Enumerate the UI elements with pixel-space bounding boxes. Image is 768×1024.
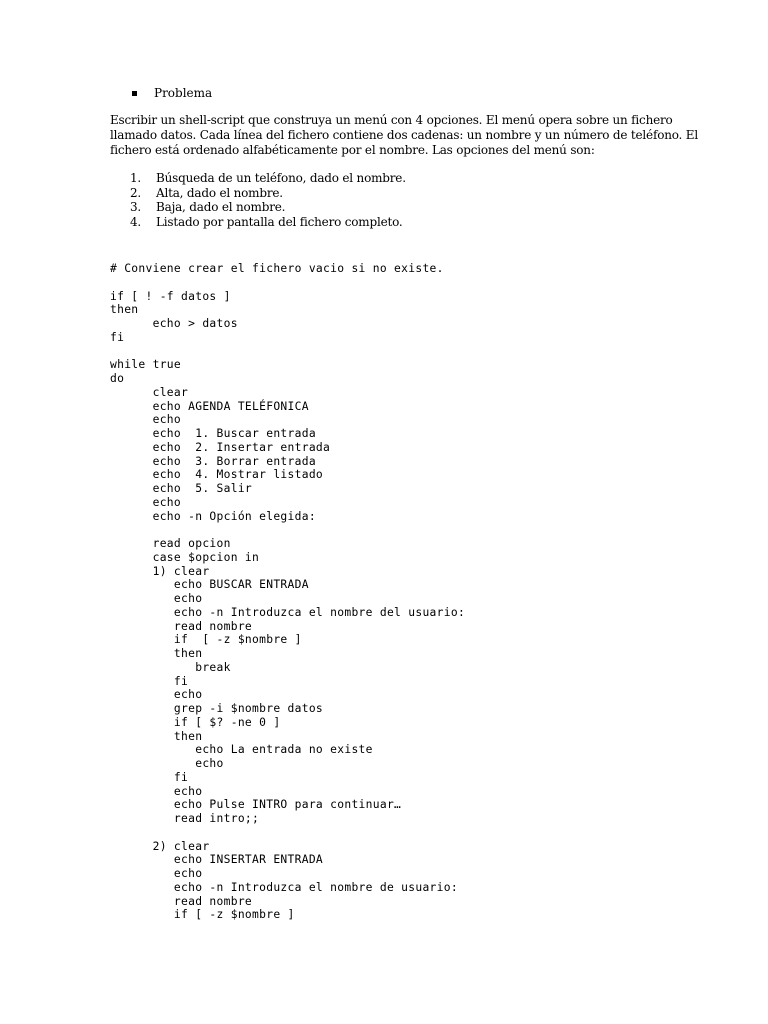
code-line: 1) clear xyxy=(110,564,210,578)
code-line: then xyxy=(110,647,203,660)
code-line: echo -n Introduzca el nombre de usuario: xyxy=(110,880,458,894)
list-item-text: Listado por pantalla del fichero completo. xyxy=(156,214,403,229)
list-item-number: 1. xyxy=(130,171,142,185)
code-line xyxy=(110,276,465,290)
menu-options-list xyxy=(130,171,406,229)
code-line: 2) clear xyxy=(110,839,210,853)
code-line: case $opcion in xyxy=(110,550,260,564)
code-line: # Conviene crear el fichero vacio si no existe. xyxy=(110,262,444,275)
code-line xyxy=(110,523,465,537)
code-line: echo 3. Borrar entrada xyxy=(110,454,316,468)
code-line xyxy=(110,345,465,359)
code-line: echo La entrada no existe xyxy=(110,743,373,757)
code-line: grep -i $nombre datos xyxy=(110,702,324,715)
list-item-number: 2. xyxy=(130,185,142,200)
code-line: while true xyxy=(110,358,182,372)
code-line: echo -n Opción elegida: xyxy=(110,509,316,523)
code-line: clear xyxy=(110,385,189,399)
list-item-number: 3. xyxy=(130,200,142,214)
code-line: echo xyxy=(110,784,203,798)
code-line: fi xyxy=(110,330,125,344)
list-item xyxy=(130,186,406,201)
list-item xyxy=(130,171,406,186)
code-line: fi xyxy=(110,674,189,688)
code-line: echo Pulse INTRO para continuar… xyxy=(110,798,402,812)
list-item xyxy=(130,200,406,215)
code-line: echo 4. Mostrar listado xyxy=(110,468,324,482)
list-item-number: 4. xyxy=(130,214,142,229)
intro-line: llamado datos. Cada línea del fichero contiene dos cadenas: un nombre y un número de teléfono. El xyxy=(110,128,698,142)
list-item-text: Alta, dado el nombre. xyxy=(156,185,283,200)
intro-line: Escribir un shell-script que construya un menú con 4 opciones. El menú opera sobre un fichero xyxy=(110,113,673,127)
code-line: read opcion xyxy=(110,537,231,550)
code-line: break xyxy=(110,660,231,674)
code-line xyxy=(110,826,465,840)
code-line: if [ -z $nombre ] xyxy=(110,633,302,647)
code-line: echo AGENDA TELÉFONICA xyxy=(110,399,309,413)
heading-text: Problema xyxy=(154,86,213,100)
code-line: echo -n Introduzca el nombre del usuario: xyxy=(110,605,466,619)
code-line: echo 5. Salir xyxy=(110,482,253,495)
code-line: then xyxy=(110,303,139,317)
code-line: echo xyxy=(110,592,203,605)
list-item-text: Búsqueda de un teléfono, dado el nombre. xyxy=(156,171,406,185)
code-line: read nombre xyxy=(110,619,253,633)
intro-line: fichero está ordenado alfabéticamente por el nombre. Las opciones del menú son: xyxy=(110,143,595,157)
code-line: echo xyxy=(110,867,203,880)
code-line: echo xyxy=(110,757,224,770)
square-bullet-icon xyxy=(132,91,137,96)
section-heading xyxy=(132,85,212,101)
code-line: read nombre xyxy=(110,894,253,908)
code-line: then xyxy=(110,729,203,743)
code-line: echo xyxy=(110,688,203,702)
list-item-text: Baja, dado el nombre. xyxy=(156,200,286,214)
code-line: echo BUSCAR ENTRADA xyxy=(110,578,309,592)
code-line: if [ $? -ne 0 ] xyxy=(110,715,281,729)
code-line: read intro;; xyxy=(110,812,260,825)
code-line: echo INSERTAR ENTRADA xyxy=(110,853,324,867)
code-line: echo 1. Buscar entrada xyxy=(110,427,316,440)
list-item xyxy=(130,215,406,230)
problem-description xyxy=(110,113,698,158)
shell-script-code xyxy=(110,262,465,922)
code-line: echo xyxy=(110,413,182,427)
code-line: fi xyxy=(110,770,189,784)
code-line: if [ -z $nombre ] xyxy=(110,908,295,922)
code-line: echo xyxy=(110,495,182,509)
code-line: echo > datos xyxy=(110,317,238,330)
code-line: if [ ! -f datos ] xyxy=(110,289,231,303)
code-line: echo 2. Insertar entrada xyxy=(110,440,331,454)
code-line: do xyxy=(110,372,125,385)
